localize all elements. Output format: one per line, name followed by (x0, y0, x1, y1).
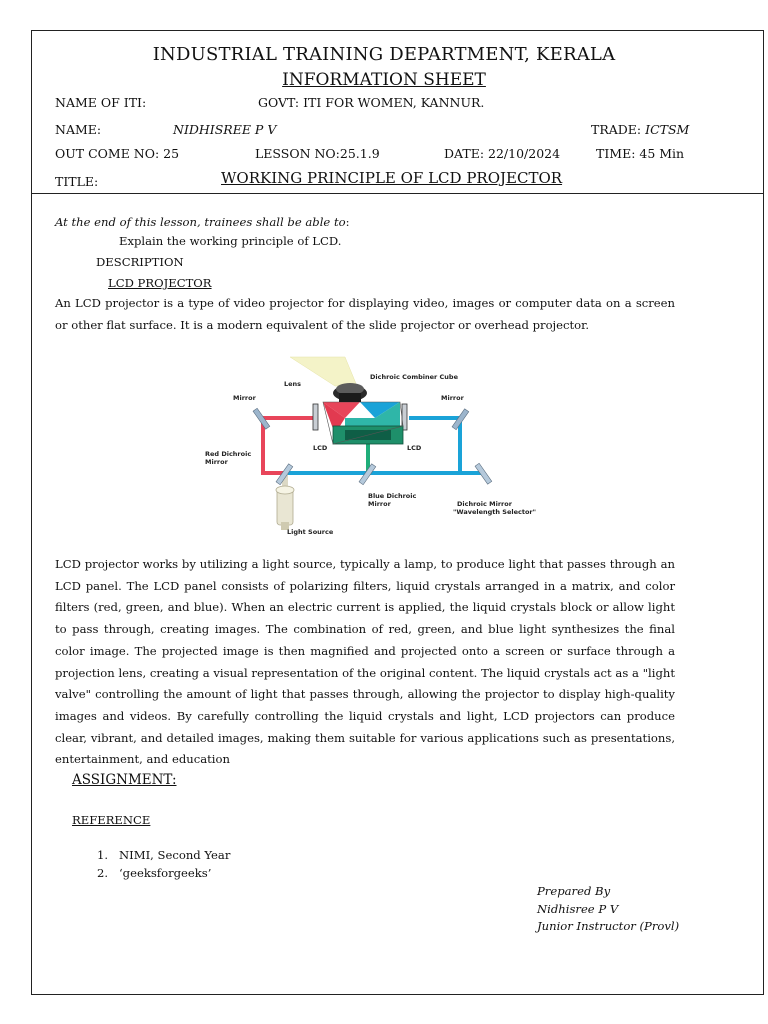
reference-number: 1. (97, 848, 109, 862)
working-paragraph: LCD projector works by utilizing a light source, typically a lamp, to produce light that passes through an LCD panel. The LCD panel consists of polarizing filters, liquid crystals arranged in a matrix, and color filters (red, green, and blue). When an electric current is applied, the liquid crystals block or allow light to pass through, creating images. The combination of red, green, and blue light synthesizes the final color image. The projected image is then magnified and projected onto a screen or surface through a projection lens, creating a visual representation of the original content. The liquid crystals act as a "light valve" controlling the amount of light that passes through, allowing the projector to display high-quality images and videos. By carefully controlling the liquid crystals and light, LCD projectors can produce clear, vibrant, and detailed images, making them suitable for various applications such as presentations, entertainment, and education (55, 557, 675, 767)
reference-number: 2. (97, 866, 109, 880)
dichroic-combiner-cube (323, 402, 403, 444)
header-divider (31, 193, 764, 194)
lesson-date: DATE: 22/10/2024 (444, 146, 561, 161)
preparer-designation: Junior Instructor (Provl) (537, 919, 680, 933)
objective-item: Explain the working principle of LCD. (119, 234, 342, 248)
label-lcd-left: LCD (313, 444, 328, 452)
label-blue-dichroic-2: Mirror (368, 500, 391, 508)
label-dichroic-mirror-2: "Wavelength Selector" (453, 508, 537, 516)
sheet-title: INFORMATION SHEET (282, 70, 486, 90)
label-dichroic-mirror-1: Dichroic Mirror (457, 500, 512, 508)
reference-heading: REFERENCE (72, 813, 151, 827)
assignment-heading: ASSIGNMENT: (72, 772, 177, 788)
lcd-projector-diagram (195, 352, 560, 540)
lesson-number: LESSON NO:25.1.9 (255, 146, 380, 161)
description-heading: DESCRIPTION (96, 255, 184, 269)
label-combiner-cube: Dichroic Combiner Cube (370, 373, 458, 381)
label-red-dichroic-1: Red Dichroic (205, 450, 252, 458)
light-source-lamp (276, 486, 294, 530)
label-light-source: Light Source (287, 528, 334, 536)
intro-paragraph: An LCD projector is a type of video projector for displaying video, images or computer data on a screen or other flat surface. It is a modern equivalent of the slide projector or overhead projector. (55, 296, 675, 332)
label-red-dichroic-2: Mirror (205, 458, 228, 466)
lesson-title: WORKING PRINCIPLE OF LCD PROJECTOR (221, 169, 563, 187)
label-lcd-right: LCD (407, 444, 422, 452)
name-label: NAME: (55, 122, 102, 137)
iti-value: GOVT: ITI FOR WOMEN, KANNUR. (258, 95, 485, 110)
department-title: INDUSTRIAL TRAINING DEPARTMENT, KERALA (152, 44, 616, 65)
trade-label: TRADE: (591, 122, 642, 137)
iti-label: NAME OF ITI: (55, 95, 147, 110)
trade-field (591, 122, 689, 137)
outcome-number: OUT COME NO: 25 (55, 146, 180, 161)
name-value: NIDHISREE P V (173, 122, 277, 137)
reference-text: NIMI, Second Year (119, 848, 231, 862)
trade-value: ICTSM (645, 122, 690, 137)
preparer-name: Nidhisree P V (537, 901, 619, 916)
lcd-projector-heading: LCD PROJECTOR (108, 276, 212, 290)
reference-item (97, 866, 211, 880)
lcd-panel-left (313, 404, 318, 430)
reference-text: ‘geeksforgeeks’ (119, 866, 212, 880)
projection-lens (333, 383, 367, 402)
label-mirror-right: Mirror (441, 394, 464, 402)
lesson-time: TIME: 45 Min (596, 146, 685, 161)
signature-block (537, 883, 679, 936)
label-mirror-left: Mirror (233, 394, 256, 402)
title-label: TITLE: (55, 174, 99, 189)
reference-item (97, 848, 230, 862)
objective-intro: At the end of this lesson, trainees shall be able to: (55, 215, 350, 229)
label-blue-dichroic-1: Blue Dichroic (368, 492, 417, 500)
label-lens: Lens (284, 380, 302, 388)
prepared-by: Prepared By (537, 884, 611, 898)
